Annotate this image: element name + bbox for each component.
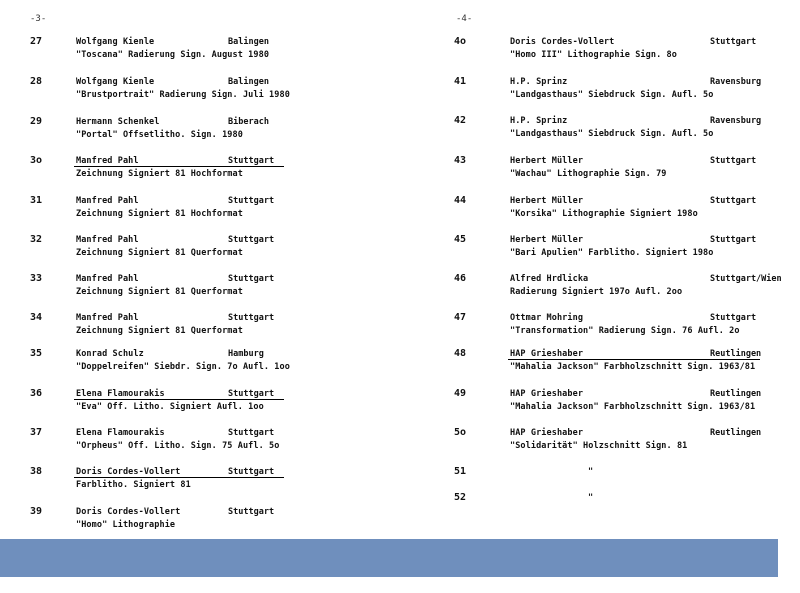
catalog-entry xyxy=(0,195,420,225)
artist-location: Stuttgart xyxy=(228,507,275,517)
entry-number: 38 xyxy=(30,466,43,477)
entry-number: 44 xyxy=(454,195,467,206)
artist-location: Stuttgart xyxy=(228,389,275,399)
entry-number: 45 xyxy=(454,234,467,245)
artist-location: Balingen xyxy=(228,37,269,47)
entry-number: 5o xyxy=(454,427,467,438)
artist-location: Stuttgart xyxy=(710,37,757,47)
page-number: -4- xyxy=(456,14,473,24)
artwork-details: "Doppelreifen" Siebdr. Sign. 7o Aufl. 1oo xyxy=(76,362,290,372)
entry-number: 43 xyxy=(454,155,467,166)
catalog-entry xyxy=(420,234,800,264)
entry-number: 31 xyxy=(30,195,43,206)
artwork-details: "Transformation" Radierung Sign. 76 Aufl. 2o xyxy=(510,326,740,336)
artwork-details: Radierung Signiert 197o Aufl. 2oo xyxy=(510,287,683,297)
artist-name: Doris Cordes-Vollert xyxy=(76,467,181,477)
artist-name: Herbert Müller xyxy=(510,156,584,166)
artist-name: Ottmar Mohring xyxy=(510,313,584,323)
entry-number: 27 xyxy=(30,36,43,47)
artist-name: Herbert Müller xyxy=(510,235,584,245)
artist-location: Ravensburg xyxy=(710,116,762,126)
artwork-details: "Mahalia Jackson" Farbholzschnitt Sign. 1963/81 xyxy=(510,402,756,412)
artist-location: Stuttgart xyxy=(710,235,757,245)
entry-number: 46 xyxy=(454,273,467,284)
entry-number: 37 xyxy=(30,427,43,438)
artist-location: Ravensburg xyxy=(710,77,762,87)
catalog-entry xyxy=(420,155,800,185)
artist-location: Stuttgart xyxy=(228,235,275,245)
artist-name: Manfred Pahl xyxy=(76,156,139,166)
ditto-mark: " xyxy=(588,467,594,477)
catalog-entry xyxy=(420,76,800,106)
artwork-details: "Orpheus" Off. Litho. Sign. 75 Aufl. 5o xyxy=(76,441,280,451)
artwork-details: "Landgasthaus" Siebdruck Sign. Aufl. 5o xyxy=(510,90,714,100)
artwork-details: "Toscana" Radierung Sign. August 1980 xyxy=(76,50,270,60)
artist-location: Stuttgart xyxy=(710,313,757,323)
underline-rule xyxy=(74,166,284,167)
entry-number: 36 xyxy=(30,388,43,399)
entry-number: 52 xyxy=(454,492,467,503)
artwork-details: "Korsika" Lithographie Signiert 198o xyxy=(510,209,698,219)
catalog-entry xyxy=(0,36,420,66)
entry-number: 48 xyxy=(454,348,467,359)
artist-location: Stuttgart xyxy=(710,156,757,166)
left-page xyxy=(0,0,420,535)
artwork-details: "Homo III" Lithographie Sign. 8o xyxy=(510,50,677,60)
artist-name: HAP Grieshaber xyxy=(510,389,584,399)
artist-name: Manfred Pahl xyxy=(76,235,139,245)
catalog-entry xyxy=(0,234,420,264)
artist-name: Elena Flamourakis xyxy=(76,389,165,399)
artwork-details: "Homo" Lithographie xyxy=(76,520,176,530)
artist-location: Reutlingen xyxy=(710,428,762,438)
catalog-entry xyxy=(0,116,420,146)
entry-number: 49 xyxy=(454,388,467,399)
artwork-details: Zeichnung Signiert 81 Querformat xyxy=(76,287,243,297)
artwork-details: Farblitho. Signiert 81 xyxy=(76,480,191,490)
catalog-entry xyxy=(420,492,800,522)
artist-name: H.P. Sprinz xyxy=(510,77,568,87)
artwork-details: "Mahalia Jackson" Farbholzschnitt Sign. 1963/81 xyxy=(510,362,756,372)
catalog-entry xyxy=(420,273,800,303)
entry-number: 41 xyxy=(454,76,467,87)
artist-name: Manfred Pahl xyxy=(76,274,139,284)
artist-name: Elena Flamourakis xyxy=(76,428,165,438)
entry-number: 42 xyxy=(454,115,467,126)
artist-location: Stuttgart xyxy=(228,467,275,477)
artist-location: Reutlingen xyxy=(710,349,762,359)
catalog-entry xyxy=(0,348,420,378)
artist-name: Doris Cordes-Vollert xyxy=(510,37,615,47)
artist-name: Hermann Schenkel xyxy=(76,117,160,127)
artist-name: HAP Grieshaber xyxy=(510,349,584,359)
catalog-entry xyxy=(420,388,800,418)
catalog-entry xyxy=(420,312,800,342)
artwork-details: "Eva" Off. Litho. Signiert Aufl. 1oo xyxy=(76,402,264,412)
artist-name: Alfred Hrdlicka xyxy=(510,274,589,284)
entry-number: 51 xyxy=(454,466,467,477)
entry-number: 34 xyxy=(30,312,43,323)
entry-number: 28 xyxy=(30,76,43,87)
artist-location: Stuttgart xyxy=(228,156,275,166)
ditto-mark: " xyxy=(588,493,594,503)
catalog-entry xyxy=(0,466,420,496)
artist-location: Stuttgart xyxy=(710,196,757,206)
artist-location: Stuttgart xyxy=(228,274,275,284)
artwork-details: "Solidarität" Holzschnitt Sign. 81 xyxy=(510,441,688,451)
catalog-entry xyxy=(420,115,800,145)
underline-rule xyxy=(508,359,760,360)
catalog-entry xyxy=(0,155,420,185)
artist-location: Balingen xyxy=(228,77,269,87)
entry-number: 4o xyxy=(454,36,467,47)
catalog-entry xyxy=(0,388,420,418)
entry-number: 47 xyxy=(454,312,467,323)
entry-number: 3o xyxy=(30,155,43,166)
artwork-details: Zeichnung Signiert 81 Querformat xyxy=(76,326,243,336)
artist-name: HAP Grieshaber xyxy=(510,428,584,438)
entry-number: 29 xyxy=(30,116,43,127)
artist-location: Hamburg xyxy=(228,349,264,359)
catalog-entry xyxy=(420,427,800,457)
artwork-details: "Wachau" Lithographie Sign. 79 xyxy=(510,169,667,179)
artist-location: Reutlingen xyxy=(710,389,762,399)
artwork-details: "Landgasthaus" Siebdruck Sign. Aufl. 5o xyxy=(510,129,714,139)
entry-number: 35 xyxy=(30,348,43,359)
artist-name: Konrad Schulz xyxy=(76,349,144,359)
artist-name: Manfred Pahl xyxy=(76,196,139,206)
artist-name: Doris Cordes-Vollert xyxy=(76,507,181,517)
artist-name: Wolfgang Kienle xyxy=(76,77,155,87)
catalog-entry xyxy=(0,506,420,536)
artist-location: Stuttgart xyxy=(228,428,275,438)
artist-location: Stuttgart xyxy=(228,313,275,323)
artist-name: Herbert Müller xyxy=(510,196,584,206)
artwork-details: "Portal" Offsetlitho. Sign. 1980 xyxy=(76,130,243,140)
artwork-details: Zeichnung Signiert 81 Hochformat xyxy=(76,169,243,179)
catalog-entry xyxy=(0,76,420,106)
artwork-details: Zeichnung Signiert 81 Hochformat xyxy=(76,209,243,219)
entry-number: 32 xyxy=(30,234,43,245)
catalog-entry xyxy=(0,312,420,342)
artist-location: Biberach xyxy=(228,117,269,127)
artwork-details: "Brustportrait" Radierung Sign. Juli 1980 xyxy=(76,90,290,100)
catalog-entry xyxy=(420,36,800,66)
catalog-entry xyxy=(420,195,800,225)
artist-name: Manfred Pahl xyxy=(76,313,139,323)
underline-rule xyxy=(74,399,284,400)
right-page xyxy=(420,0,800,535)
artist-name: Wolfgang Kienle xyxy=(76,37,155,47)
entry-number: 39 xyxy=(30,506,43,517)
catalog-entry xyxy=(0,273,420,303)
artwork-details: Zeichnung Signiert 81 Querformat xyxy=(76,248,243,258)
page-number: -3- xyxy=(30,14,47,24)
underline-rule xyxy=(74,477,284,478)
entry-number: 33 xyxy=(30,273,43,284)
footer-band xyxy=(0,539,778,577)
artist-name: H.P. Sprinz xyxy=(510,116,568,126)
catalog-entry xyxy=(0,427,420,457)
artist-location: Stuttgart xyxy=(228,196,275,206)
artist-location: Stuttgart/Wien xyxy=(710,274,782,284)
artwork-details: "Bari Apulien" Farblitho. Signiert 198o xyxy=(510,248,714,258)
catalog-entry xyxy=(420,348,800,378)
